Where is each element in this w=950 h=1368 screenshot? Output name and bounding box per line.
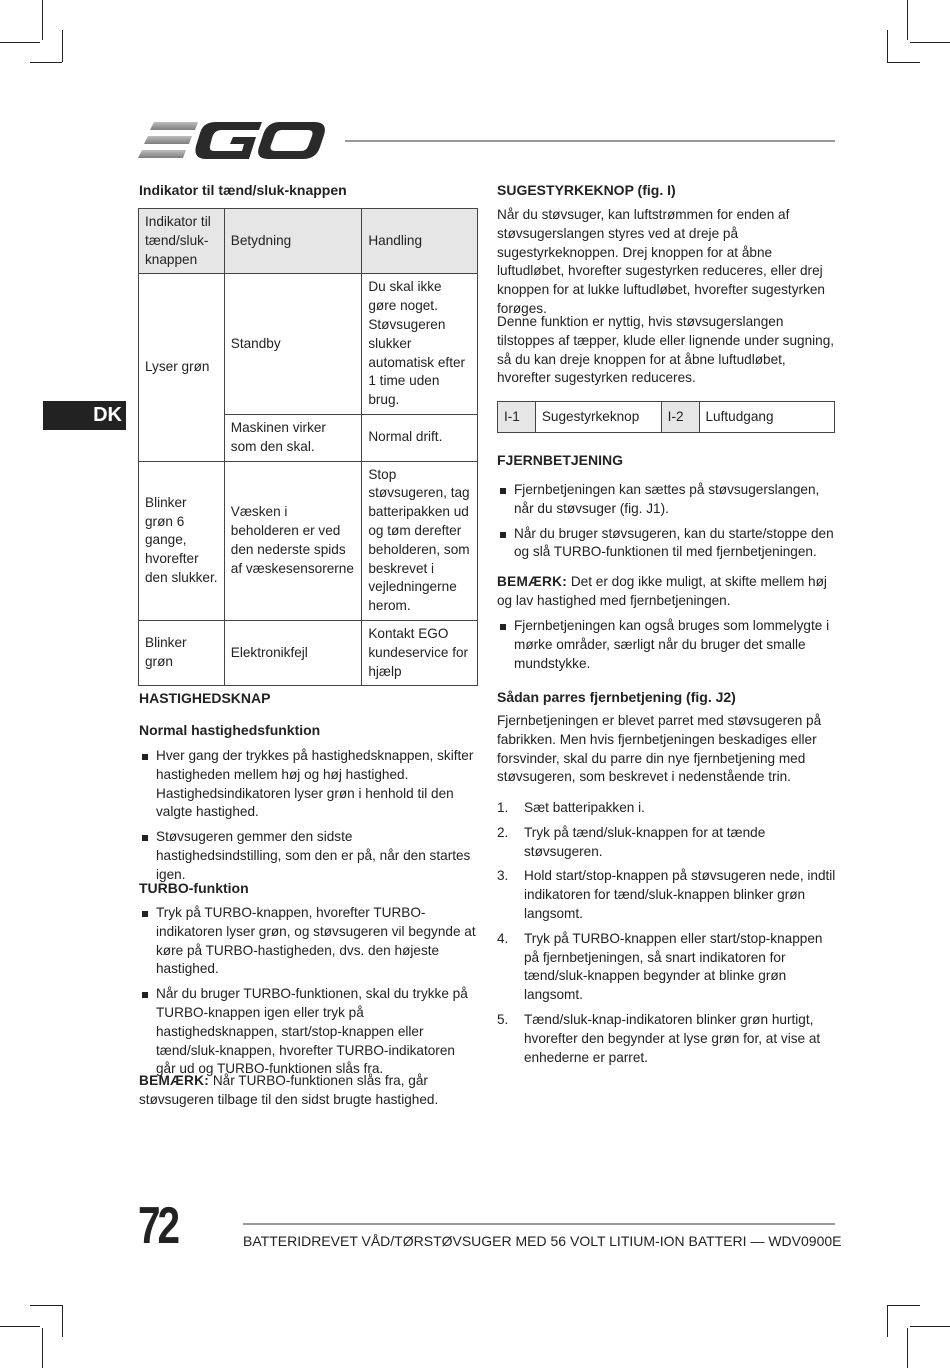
indicator-heading: Indikator til tænd/sluk-knappen (139, 182, 347, 198)
ego-logo (138, 118, 328, 164)
list-item: Tryk på TURBO-knappen, hvorefter TURBO-indikatoren lyser grøn, og støvsugeren vil begynde at køre på TURBO-hastigheden, dvs. den højeste hastighed. (139, 904, 477, 979)
pairing-steps (497, 799, 837, 1067)
step-item (497, 1011, 837, 1067)
legend-key: I-1 (498, 402, 536, 433)
suction-heading: SUGESTYRKEKNOP (fig. I) (497, 182, 676, 198)
table-cell: Blinker grøn 6 gange, hvorefter den slukker. (139, 461, 225, 620)
step-text: Tryk på TURBO-knappen eller start/stop-knappen på fjernbetjeningen, så snart indikatoren for tænd/sluk-knappen begynder at blinke grøn langsomt. (524, 930, 823, 1003)
header-rule (345, 140, 835, 142)
table-cell: Standby (224, 274, 362, 415)
step-number: 5. (497, 1011, 509, 1027)
suction-paragraph: Denne funktion er nyttig, hvis støvsugerslangen tilstoppes af tæpper, klude eller lignende under sugning, så du kan dreje knoppen for at åbne luftudløbet, hvorefter sugestyrken reduceres. (497, 314, 835, 386)
legend-value: Luftudgang (699, 402, 835, 433)
normal-speed-heading: Normal hastighedsfunktion (139, 722, 321, 738)
list-item: Fjernbetjeningen kan også bruges som lommelygte i mørke områder, særligt når du bruger det smalle mundstykke. (497, 617, 835, 673)
step-number: 3. (497, 868, 509, 884)
table-row (139, 461, 478, 620)
language-tab (43, 401, 126, 430)
crop-mark (887, 1305, 920, 1306)
step-item (497, 930, 837, 1005)
indicator-table (138, 208, 478, 686)
step-text: Hold start/stop-knappen på støvsugeren nede, indtil indikatoren for tænd/sluk-knappen blinker grøn langsomt. (524, 868, 836, 921)
turbo-list (139, 904, 477, 1079)
page-number: 72 (138, 1197, 177, 1255)
turbo-note (139, 1072, 477, 1110)
table-cell: Normal drift. (362, 414, 478, 461)
remote-note (497, 573, 837, 611)
table-cell: Væsken i beholderen er ved den nederste spids af væskesensorerne (224, 461, 362, 620)
footer-title: BATTERIDREVET VÅD/TØRSTØVSUGER MED 56 VOLT LITIUM-ION BATTERI — WDV0900E (243, 1233, 842, 1249)
table-header-cell: Handling (362, 209, 478, 274)
step-item (497, 867, 837, 923)
table-cell: Du skal ikke gøre noget. Støvsugeren slukker automatisk efter 1 time uden brug. (362, 274, 478, 415)
note-text: Når TURBO-funktionen slås fra, går støvsugeren tilbage til den sidst brugte hastighed. (139, 1073, 439, 1107)
list-item: Når du bruger TURBO-funktionen, skal du trykke på TURBO-knappen igen eller tryk på hastighedsknappen, start/stop-knappen eller tænd/sluk-knappen, hvorefter TURBO-indikatoren går ud og TURBO-funktionen slås fra. (139, 985, 477, 1079)
table-row (498, 402, 835, 433)
table-row (139, 620, 478, 685)
table-header-cell: Indikator til tænd/sluk-knappen (139, 209, 225, 274)
pairing-heading: Sådan parres fjernbetjening (fig. J2) (497, 689, 736, 705)
legend-value: Sugestyrkeknop (535, 402, 661, 433)
language-tab-label: DK (93, 404, 122, 426)
legend-table (497, 401, 835, 433)
crop-mark (30, 62, 62, 63)
step-item (497, 799, 837, 818)
crop-mark (910, 42, 950, 43)
table-row (139, 274, 478, 415)
remote-list (497, 481, 835, 562)
pairing-intro: Fjernbetjeningen er blevet parret med støvsugeren på fabrikken. Men hvis fjernbetjeningen beskadiges eller forsvinder, skal du parre din nye fjernbetjening med støvsugeren, som beskrevet i nedenstående trin. (497, 713, 822, 785)
table-cell: Maskinen virker som den skal. (224, 414, 362, 461)
crop-mark (0, 42, 40, 43)
list-item: Støvsugeren gemmer den sidste hastighedsindstilling, som den er på, når den startes igen. (139, 828, 477, 884)
step-text: Tryk på tænd/sluk-knappen for at tænde støvsugeren. (524, 824, 766, 859)
note-text: Det er dog ikke muligt, at skifte mellem høj og lav hastighed med fjernbetjeningen. (497, 574, 827, 608)
list-item: Hver gang der trykkes på hastighedsknappen, skifter hastigheden mellem høj og høj hastighed. Hastighedsindikatoren lyser grøn i henhold til den valgte hastighed. (139, 747, 477, 822)
list-item: Fjernbetjeningen kan sættes på støvsugerslangen, når du støvsuger (fig. J1). (497, 481, 835, 519)
crop-mark (887, 30, 888, 62)
step-number: 2. (497, 824, 509, 840)
step-number: 1. (497, 800, 509, 815)
crop-mark (42, 1328, 43, 1368)
step-text: Sæt batteripakken i. (524, 800, 645, 815)
crop-mark (907, 1328, 908, 1368)
step-text: Tænd/sluk-knap-indikatoren blinker grøn hurtigt, hvorefter den begynder at lyse grøn for, at vise at enhederne er parret. (524, 1011, 821, 1065)
note-label: BEMÆRK: (497, 574, 568, 589)
footer-rule (243, 1223, 835, 1225)
crop-mark (907, 0, 908, 40)
crop-mark (0, 1326, 40, 1327)
crop-mark (30, 1305, 62, 1306)
suction-paragraph: Når du støvsuger, kan luftstrømmen for enden af støvsugerslangen styres ved at dreje på sugestyrkeknoppen. Drej knoppen for at åbne luftudløbet, hvorefter sugestyrken reduceres, eller drej knoppen for at lukke luftudløbet, hvorefter sugestyrken forøges. (497, 207, 825, 316)
table-cell: Blinker grøn (139, 620, 225, 685)
table-cell: Lyser grøn (139, 274, 225, 461)
crop-mark (887, 62, 920, 63)
step-number: 4. (497, 930, 509, 946)
crop-mark (910, 1326, 950, 1327)
ego-logo-graphic (138, 118, 328, 164)
crop-mark (62, 30, 63, 62)
table-cell: Kontakt EGO kundeservice for hjælp (362, 620, 478, 685)
speed-heading: HASTIGHEDSKNAP (139, 690, 271, 706)
crop-mark (887, 1305, 888, 1337)
crop-mark (42, 0, 43, 40)
table-cell: Stop støvsugeren, tag batteripakken ud og tøm derefter beholderen, som beskrevet i vejledningerne herom. (362, 461, 478, 620)
turbo-heading: TURBO-funktion (139, 880, 249, 896)
step-item (497, 824, 837, 862)
remote-list-2 (497, 617, 835, 673)
note-label: BEMÆRK: (139, 1073, 210, 1088)
list-item: Når du bruger støvsugeren, kan du starte/stoppe den og slå TURBO-funktionen til med fjernbetjeningen. (497, 525, 835, 563)
remote-heading: FJERNBETJENING (497, 452, 624, 468)
legend-key: I-2 (661, 402, 699, 433)
table-header-row (139, 209, 478, 274)
table-header-cell: Betydning (224, 209, 362, 274)
normal-speed-list (139, 747, 477, 885)
crop-mark (62, 1305, 63, 1337)
table-cell: Elektronikfejl (224, 620, 362, 685)
